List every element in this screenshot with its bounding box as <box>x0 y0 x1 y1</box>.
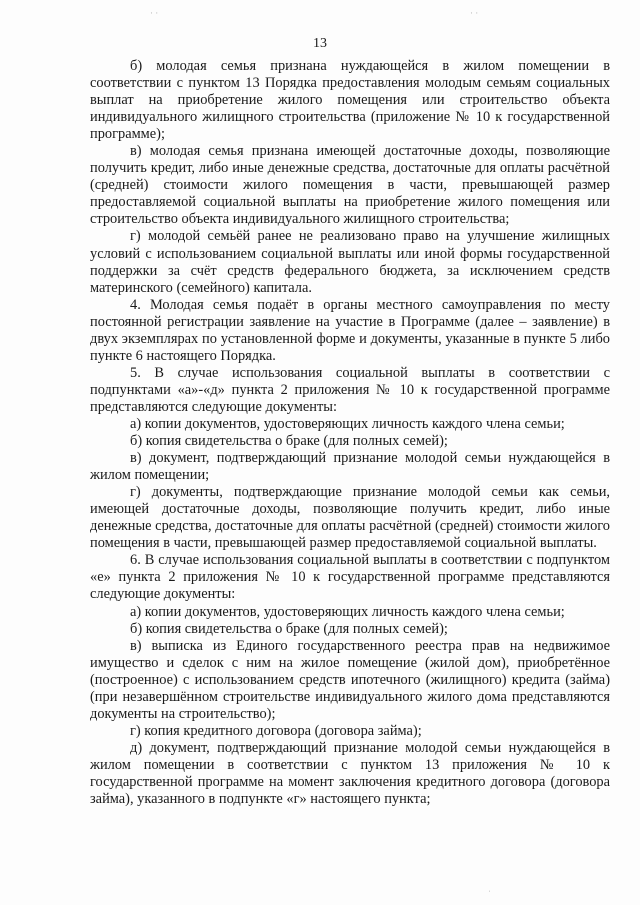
paragraph: г) документы, подтверждающие признание молодой семьи как семьи, имеющей достаточные доходы, позволяющие получить кредит, либо иные денежные средства, достаточные для оплаты расчётной (средней) стоимости жилого помещения в части, превышающей размер предоставляемой социальной выплаты. <box>90 484 610 552</box>
document-body <box>90 58 610 808</box>
paragraph: г) молодой семьёй ранее не реализовано право на улучшение жилищных условий с использованием социальной выплаты или иной формы государственной поддержки за счёт средств федерального бюджета, за исключением средств материнского (семейного) капитала. <box>90 228 610 296</box>
scan-artifact: · · <box>470 8 479 18</box>
paragraph: 4. Молодая семья подаёт в органы местного самоуправления по месту постоянной регистрации заявление на участие в Программе (далее – заявление) в двух экземплярах по установленной форме и документы, указанные в пункте 5 либо пункте 6 настоящего Порядка. <box>90 296 610 364</box>
paragraph: г) копия кредитного договора (договора займа); <box>130 722 422 739</box>
paragraph: в) молодая семья признана имеющей достаточные доходы, позволяющие получить кредит, либо иные денежные средства, достаточные для оплаты расчётной (средней) стоимости жилого помещения в части, превышающей размер предоставляемой социальной выплаты на приобретение жилого помещения или строительство объекта индивидуального жилищного строительства; <box>90 143 610 228</box>
paragraph: а) копии документов, удостоверяющих личность каждого члена семьи; <box>130 415 565 432</box>
paragraph: а) копии документов, удостоверяющих личность каждого члена семьи; <box>130 603 565 620</box>
paragraph: 5. В случае использования социальной выплаты в соответствии с подпунктами «а»-«д» пункта 2 приложения № 10 к государственной программе представляются следующие документы: <box>90 364 610 415</box>
paragraph: б) копия свидетельства о браке (для полных семей); <box>130 620 448 637</box>
paragraph: б) молодая семья признана нуждающейся в жилом помещении в соответствии с пунктом 13 Порядка предоставления молодым семьям социальных выплат на приобретение жилого помещения или строительство объекта индивидуального жилищного строительства (приложение № 10 к государственной программе); <box>90 58 610 143</box>
scan-artifact: · · <box>150 8 159 18</box>
page-number: 13 <box>313 36 327 51</box>
paragraph: в) документ, подтверждающий признание молодой семьи нуждающейся в жилом помещении; <box>90 450 610 484</box>
paragraph: б) копия свидетельства о браке (для полных семей); <box>130 433 448 450</box>
paragraph: в) выписка из Единого государственного реестра прав на недвижимое имущество и сделок с ним на жилое помещение (жилой дом), приобретённое (построенное) с использованием средств ипотечного (жилищного) кредита (займа) (при незавершённом строительстве индивидуального жилого дома представляются документы на строительство); <box>90 637 610 722</box>
paragraph: д) документ, подтверждающий признание молодой семьи нуждающейся в жилом помещении в соответствии с пунктом 13 приложения № 10 к государственной программе на момент заключения кредитного договора (договора займа), указанного в подпункте «г» настоящего пункта; <box>90 739 610 808</box>
paragraph: 6. В случае использования социальной выплаты в соответствии с подпунктом «е» пункта 2 приложения № 10 к государственной программе представляются следующие документы: <box>90 552 610 603</box>
scan-artifact: ˌ <box>488 882 491 892</box>
